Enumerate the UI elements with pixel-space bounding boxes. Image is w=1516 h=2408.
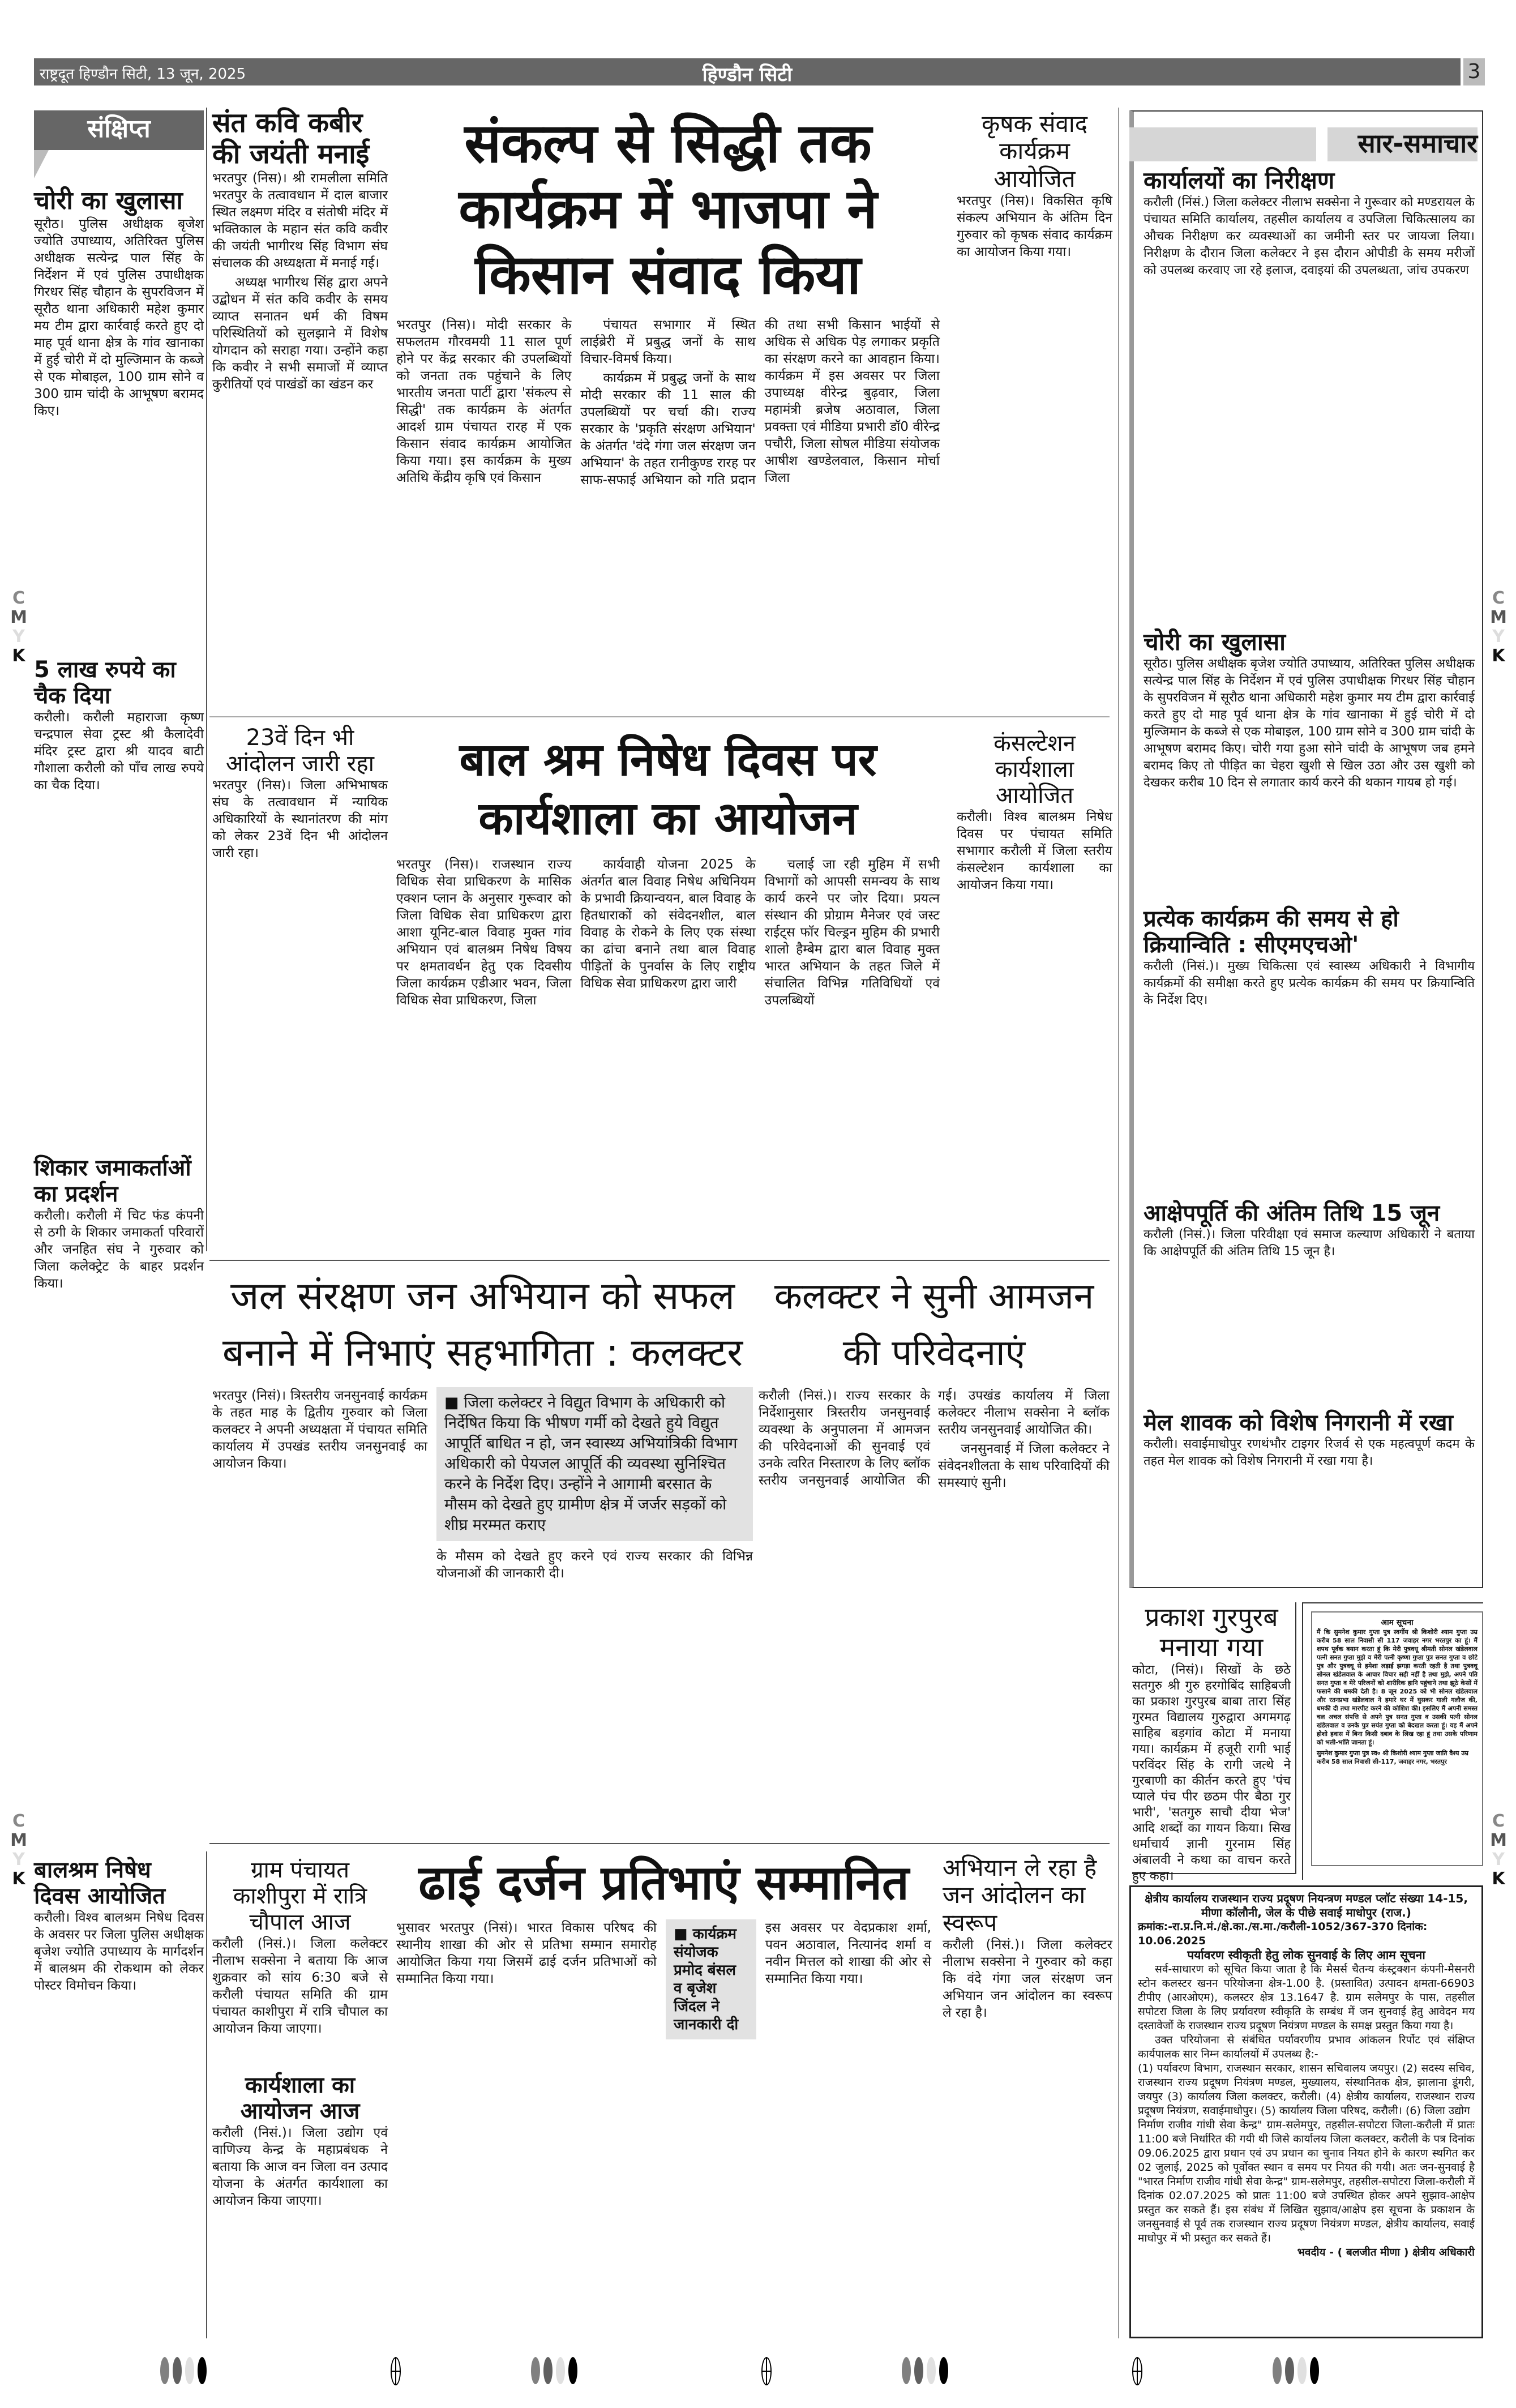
article-jal xyxy=(212,1268,753,1837)
pull-quote xyxy=(666,1919,756,2039)
article-consultation xyxy=(957,730,1112,1254)
color-swatch xyxy=(914,2357,923,2384)
article-body xyxy=(957,193,1112,711)
section-band xyxy=(1129,127,1316,161)
brief-story xyxy=(34,1155,204,1846)
article-title: प्रकाश गुरपुरब मनाया गया xyxy=(1145,1602,1278,1662)
color-swatch-group xyxy=(900,2357,950,2386)
brief-label: संक्षिप्त xyxy=(34,110,204,150)
cmyk-marks-left xyxy=(10,589,27,666)
notice-frame xyxy=(1311,1611,1483,1866)
paragraph: करौली (निसं.)। राज्य सरकार के निर्देशानुसार त्रिस्तरीय जनसुनवाई व्यवस्था के अनुपालना में आमजन की परिवेदनाओं की सुनवाई एवं उनके त्वरित निस्तारण के लिए ब्लॉक स्तरीय जनसुनवाई आयोजित की गई। उपखंड कार्यालय में जिला कलेक्टर नीलाभ सक्सेना ने ब्लॉक स्तरीय जनसुनवाई आयोजित की। xyxy=(759,1388,1110,1488)
article-title: 23वें दिन भी आंदोलन जारी रहा xyxy=(226,725,374,777)
cmyk-m: M xyxy=(1490,608,1507,627)
story-body: करौली (निंसं.) जिला कलेक्टर नीलाभ सक्सेना ने गुरूवार को मण्डरायल के पंचायत समिति कार्यालय, तहसील कार्यालय व उपजिला चिकित्सालय का औचक निरीक्षण कर व्यवस्थाओं का जमीनी स्तर पर जायजा लिया। निरीक्षण के दौरान जिला कलेक्टर ने इस दौरान ओपीडी के समय मरीजों को उपलब्ध करवाए जा रहे इलाज, दवाइयां की उपलब्धता, जांच उपकरण xyxy=(1144,195,1475,278)
article-krishak xyxy=(957,110,1112,711)
paragraph: भरतपुर (निस)। विकसित कृषि संकल्प अभियान के अंतिम दिन गुरुवार को कृषक संवाद कार्यक्रम का आयोजन किया गया। xyxy=(957,193,1112,259)
paragraph: करौली। विश्व बालश्रम निषेध दिवस पर पंचायत समिति सभागार करौली में जिला स्तरीय कंसल्टेशन कार्यशाला का आयोजन किया गया। xyxy=(957,810,1112,892)
row-divider xyxy=(209,1843,1110,1844)
paragraph: भुसावर भरतपुर (निसं)। भारत विकास परिषद की स्थानीय शाखा की ओर से प्रतिभा सम्मान समारोह आयोजित किया गया जिसमें ढाई दर्जन प्रतिभाओं को सम्मानित किया गया। xyxy=(396,1921,657,1986)
paragraph: जनसुनवाई में जिला कलेक्टर ने संवेदनशीलता के साथ परिवादियों की समस्याएं सुनी। xyxy=(938,1442,1110,1490)
brief-story xyxy=(34,1857,204,2338)
lead-body xyxy=(396,316,940,711)
article-andolan xyxy=(212,725,388,1254)
registration-mark-icon xyxy=(761,2357,772,2385)
story-body: सूरौठ। पुलिस अधीक्षक बृजेश ज्योति उपाध्याय, अतिरिक्त पुलिस अधीक्षक सत्येन्द्र पाल सिंह के निर्देशन में एवं पुलिस उपाधीक्षक गिरधर सिंह चौहान के सुपरविजन में सूरौठ थाना अधिकारी महेश कुमार मय टीम द्वारा कार्रवाई करते हुए दो माह पूर्व थाना क्षेत्र के गांव खानाका में हुई चोरी में दो मुल्जिमान के कब्जे से एक मोबाइल, 100 ग्राम सोने व 300 ग्राम चांदी के आभूषण बरामद किए। चोरी गया हुआ सोने चांदी के आभूषण जब हमने बरामद किए तो पीड़ित का चेहरा खुशी से खिल उठा और उस खुशी को देखकर करीब 10 दिन से लगातार कार्य करने की थकान गायब हो गई। xyxy=(1144,657,1475,790)
column-divider xyxy=(206,108,207,1251)
color-swatch xyxy=(927,2357,936,2384)
notice-signoff: भवदीय - ( बलजीत मीणा ) क्षेत्रीय अधिकारी xyxy=(1297,2246,1475,2259)
row-divider xyxy=(209,716,1110,717)
article-body xyxy=(943,1936,1112,2338)
cmyk-y: Y xyxy=(12,627,25,647)
color-swatch-group xyxy=(159,2357,208,2386)
cmyk-m: M xyxy=(10,608,27,627)
paragraph: चलाई जा रही मुहिम में सभी विभागों को आपसी समन्वय के साथ कार्य करने पर जोर दिया। प्रयत्न संस्थान की प्रोग्राम मैनेजर एवं जस्ट राईट्स फॉर चिल्ड्रन मुहिम की प्रभारी शालो हैम्बेम द्वारा बाल विवाह मुक्त भारत अभियान के तहत जिले में संचालित विभिन्न गतिविधियों एवं उपलब्धियों xyxy=(764,857,940,1008)
article-body xyxy=(212,1387,427,1837)
article-abhiyan xyxy=(943,1854,1112,2338)
row-divider xyxy=(209,1260,1110,1261)
paragraph: भरतपुर (निस)। मोदी सरकार के सफलतम गौरवमयी 11 साल पूर्ण होने पर केंद्र सरकार की उपलब्धियों को जनता तक पहुंचाने के लिए भारतीय जनता पार्टी द्वारा 'संकल्प से सिद्धी' तक कार्यक्रम के अंतर्गत आदर्श ग्राम पंचायत रारह में एक किसान संवाद कार्यक्रम आयोजित किया गया। इस कार्यक्रम के मुख्य अतिथि केंद्रीय कृषि एवं किसान xyxy=(396,318,572,485)
story-title: चोरी का खुलासा xyxy=(1144,628,1286,656)
sar-story xyxy=(1144,1410,1475,1580)
notice-title: आम सूचना xyxy=(1381,1618,1414,1627)
article-title: कंसल्टेशन कार्यशाला आयोजित xyxy=(993,730,1076,809)
color-swatch xyxy=(1310,2357,1319,2384)
article-gurupurab xyxy=(1132,1602,1296,1883)
notice-reference: क्रमांक:-रा.प्र.नि.मं./क्षे.का./स.मा./करौली-1052/367-370 दिनांक: 10.06.2025 xyxy=(1138,1921,1428,1947)
notice-body: मैं कि सुमनेश कुमार गुप्ता पुत्र स्वर्गीय श्री किशोरी श्याम गुप्ता उम्र करीब 58 साल निवासी सी 117 जवाहर नगर भरतपुर का हूं। मैं शपथ पूर्वक बयान करता हूं कि मेरी पुत्रवधू श्रीमती सोनल खंडेलवाल पत्नी सनत गुप्ता मुझे व मेरी पत्नी कृष्णा गुप्ता पुत्र सनत गुप्ता व छोटे पुत्र और पुत्रवधू से हमेशा लड़ाई झगड़ा करती रहती है तथा पुत्रवधू सोनल खंडेलवाल के आचार विचार सही नहीं है तथा मुझे, अपने पति सनत गुप्ता व मेरे परिजनों को शारीरिक हानि पहुंचाने तथा झूठे केसों में फसाने की धमकी देती है। 8 जून 2025 को भी सोनल खंडेलवाल और रतनप्रभा खंडेलवाल ने हमारे घर में घुसकर गाली गलौज की, धमकी दी तथा मारपीट करने की कोशिश की। इसलिए मैं अपनी समस्त चल अचल संपत्ति से अपने पुत्र सनत गुप्ता व उसकी पत्नी सोनल खंडेलवाल व उनके पुत्र सयंत गुप्ता को बेदखल करता हूं। यह मैं अपने होशो हवास में बिना किसी दबाव के लिख रहा हूं तथा उसके परिणाम को भली-भांति जानता हूं। xyxy=(1317,1628,1478,1746)
article-balshram xyxy=(396,730,940,1254)
cmyk-marks-left xyxy=(10,1812,27,1889)
story-title: चोरी का खुलासा xyxy=(34,186,183,215)
pull-quote xyxy=(436,1387,753,1541)
cmyk-marks-right xyxy=(1490,1812,1507,1889)
article-lead xyxy=(396,110,940,711)
paragraph: पंचायत सभागार में स्थित लाईब्रेरी में प्रबुद्ध जनों के साथ विचार-विमर्ष किया। xyxy=(580,318,756,366)
article-title: ग्राम पंचायत काशीपुरा में रात्रि चौपाल आज xyxy=(233,1857,367,1935)
color-swatch xyxy=(556,2357,565,2384)
article-body: कोटा, (निसं)। सिखों के छठे सतगुरु श्री गुरु हरगोबिंद साहिबजी का प्रकाश गुरपुरब बाबा तारा सिंह गुरमत विद्यालय गुरुद्वारा अगमगढ़ साहिब बड़गांव कोटा में मनाया गया। कार्यक्रम में हजूरी रागी भाई परविंदर सिंह के रागी जत्थे ने गुरबाणी का कीर्तन करते हुए 'पंच प्याले पंच पीर छठम पीर बैठा गुर भारी', 'सतगुरु साचौ दीया भेज' आदि शब्दों का गायन किया। सिख धर्माचार्य ज्ञानी गुरनाम सिंह अंबालवी ने कथा का वाचन करते हुए कहा। xyxy=(1132,1662,1291,1883)
article-body xyxy=(212,170,388,711)
quote-text: जिला कलेक्टर ने विद्युत विभाग के अधिकारी को निर्देषित किया कि भीषण गर्मी को देखते हुये विद्युत आपूर्ति बाधित न हो, जन स्वास्थ्य अभियांत्रिकी विभाग अधिकारी को पेयजल आपूर्ति की व्यवस्था सुनिश्चित करने के निर्देश दिए। उन्होंने ने आगामी बरसात के मौसम को देखते हुए ग्रामीण क्षेत्र में जर्जर सड़कों को शीघ्र मरम्मत कराए xyxy=(444,1394,738,1534)
story-title: प्रत्येक कार्यक्रम की समय से हो क्रियान्विति : सीएमएचओ' xyxy=(1144,906,1399,958)
column-divider xyxy=(1118,108,1119,2338)
story-title: बालश्रम निषेध दिवस आयोजित xyxy=(34,1857,166,1909)
paragraph: भरतपुर (निस)। श्री रामलीला समिति भरतपुर के तत्वावधान में दाल बाजार स्थित लक्ष्मण मंदिर व संतोषी मंदिर में भक्तिकाल के महान संत कवि कवीर की जयंती भागीरथ सिंह विभाग संघ संचालक की अध्यक्षता में मनाई गई। xyxy=(212,171,388,271)
cmyk-k: K xyxy=(12,646,25,666)
registration-strip xyxy=(0,2357,1516,2385)
cmyk-c: C xyxy=(1492,1811,1505,1831)
article-collector xyxy=(759,1268,1110,1837)
article-body-cont xyxy=(436,1548,753,1837)
date-line: राष्ट्रदूत हिण्डौन सिटी, 13 जून, 2025 xyxy=(40,66,246,83)
page-number: 3 xyxy=(1463,58,1485,85)
color-swatch xyxy=(1297,2357,1307,2384)
cmyk-m: M xyxy=(10,1830,27,1850)
quote-text: कार्यक्रम संयोजक प्रमोद बंसल व बृजेश जिंदल ने जानकारी दी xyxy=(674,1926,739,2033)
article-title: जल संरक्षण जन अभियान को सफल बनाने में निभाएं सहभागिता : कलक्टर xyxy=(222,1274,743,1375)
paragraph: के मौसम को देखते हुए करने एवं राज्य सरकार की विभिन्न योजनाओं की जानकारी दी। xyxy=(436,1549,753,1581)
color-swatch xyxy=(902,2357,911,2384)
cmyk-y: Y xyxy=(1492,627,1505,647)
story-body: करौली (निसं.)। मुख्य चिकित्सा एवं स्वास्थ्य अधिकारी ने विभागीय कार्यक्रमों की समीक्षा करते हुए प्रत्येक कार्यक्रम की समय पर क्रियान्विति के निर्देश दिए। xyxy=(1144,959,1475,1007)
cmyk-k: K xyxy=(1492,1869,1505,1889)
article-pratibha xyxy=(396,1851,931,2338)
color-swatch xyxy=(1285,2357,1294,2384)
quote-bullet-icon: ■ xyxy=(674,1926,693,1943)
color-swatch xyxy=(1273,2357,1282,2384)
color-swatch xyxy=(531,2357,540,2384)
story-body: करौली। सवाईमाधोपुर रणथंभौर टाइगर रिजर्व से एक महत्वपूर्ण कदम के तहत मेल शावक को विशेष निगरानी में रखा गया है। xyxy=(1144,1437,1475,1468)
public-hearing-notice xyxy=(1129,1885,1483,2338)
article-title: कार्यशाला का आयोजन आज xyxy=(240,2072,360,2124)
article-karyashala xyxy=(212,2072,388,2338)
cmyk-y: Y xyxy=(12,1850,25,1870)
sar-story xyxy=(1144,906,1475,1192)
quote-bullet-icon: ■ xyxy=(444,1394,464,1412)
paragraph: भरतपुर (निसं)। त्रिस्तरीय जनसुनवाई कार्यक्रम के तहत माह के द्वितीय गुरुवार को जिला कलक्टर ने अपनी अध्यक्षता में पंचायत समिति कार्यालय में उपखंड स्तरीय जनसुनवाई का आयोजन किया। xyxy=(212,1388,427,1471)
story-title: शिकार जमाकर्ताओं का प्रदर्शन xyxy=(34,1155,191,1207)
brief-label-tail xyxy=(34,150,49,178)
cmyk-c: C xyxy=(12,588,25,608)
story-body: करौली। करौली महाराजा कृष्ण चन्द्रपाल सेवा ट्रस्ट श्री कैलादेवी मंदिर ट्रस्ट द्वारा श्री यादव बाटी गौशाला करौली को पाँच लाख रुपये का चैक दिया। xyxy=(34,710,204,793)
story-body: करौली। विश्व बालश्रम निषेध दिवस के अवसर पर जिला पुलिस अधीक्षक बृजेश ज्योति उपाध्याय के मार्गदर्शन में बालश्रम की रोकथाम को लेकर पोस्टर विमोचन किया। xyxy=(34,1910,204,1993)
article-body xyxy=(957,809,1112,1254)
color-swatch xyxy=(939,2357,948,2384)
color-swatch xyxy=(160,2357,169,2384)
brief-story xyxy=(34,187,204,645)
article-right-column xyxy=(436,1387,753,1837)
section-title: हिण्डौन सिटी xyxy=(702,63,793,86)
article-title: संत कवि कबीर की जयंती मनाई xyxy=(212,107,370,170)
article-body xyxy=(396,1919,657,2338)
color-swatch xyxy=(173,2357,182,2384)
sar-story xyxy=(1144,628,1475,897)
article-title: कृषक संवाद कार्यक्रम आयोजित xyxy=(981,110,1088,193)
notice-para: निर्माण राजीव गांधी सेवा केन्द्र" ग्राम-सलेमपुर, तहसील-सपोटरा जिला-करौली में प्रातः 11:00 बजे निर्धारित की गयी थी जिसे कार्यालय जिला कलक्टर, करौली के पत्र दिनांक 09.06.2025 द्वारा प्रधान एवं उप प्रधान का चुनाव नियत होने के कारण स्थगित कर 02 जुलाई, 2025 को पूर्वोक्त स्थान व समय पर नियत की गयी। अतः जन-सुनवाई है "भारत निर्माण राजीव गांधी सेवा केन्द्र" ग्राम-सलेमपुर, तहसील-सपोटरा जिला-करौली में दिनांक 02.07.2025 को प्रातः 11:00 बजे उपस्थित होकर अपने सुझाव-आक्षेप प्रस्तुत कर सकते हैं। इस संबंध में लिखित सुझाव/आक्षेप इस सूचना के प्रकाशन के जनसुनवाई से पूर्व तक राजस्थान राज्य प्रदूषण नियंत्रण मण्डल, क्षेत्रीय कार्यालय, सवाई माधोपुर में भी प्रस्तुत कर सकते हैं। xyxy=(1138,2119,1475,2244)
color-swatch xyxy=(568,2357,577,2384)
cmyk-y: Y xyxy=(1492,1850,1505,1870)
cmyk-k: K xyxy=(12,1869,25,1889)
story-title: मेल शावक को विशेष निगरानी में रखा xyxy=(1144,1410,1453,1436)
quote-column xyxy=(666,1919,756,2338)
article-body xyxy=(759,1387,1110,1837)
color-swatch xyxy=(543,2357,553,2384)
story-body: करौली। करौली में चिट फंड कंपनी से ठगी के शिकार जमाकर्ता परिवारों और जनहित संघ ने गुरुवार को जिला कलेक्ट्रेट के बाहर प्रदर्शन किया। xyxy=(34,1208,204,1291)
paragraph: कार्यक्रम में प्रबुद्ध जनों के साथ मोदी सरकार की 11 साल की उपलब्धियों पर चर्चा की। राज्य सरकार के 'प्रकृति संरक्षण अभियान' के अंतर्गत 'वंदे गंगा जल संरक्षण जन अभियान' के तहत रानीकुण्ड रारह पर साफ-सफाई अभियान को गति प्रदान की तथा सभी किसान भाईयों से अधिक से अधिक पेड़ लगाकर प्रकृति का संरक्षण करने का आवहान किया। कार्यक्रम में इस अवसर पर जिला उपाध्यक्ष वीरेन्द्र बुढ़वार, जिला महामंत्री ब्रजेष अठावाल, जिला प्रवक्ता एवं मीडिया प्रभारी डॉ0 वीरेन्द्र पचौरी, जिला सोषल मीडिया संयोजक आषीश खण्डेलवाल, किसान मोर्चा जिला xyxy=(580,318,940,487)
paragraph: कार्यवाही योजना 2025 के अंतर्गत बाल विवाह निषेध अधिनियम के प्रभावी क्रियान्वयन, बाल विवाह के हितधाराकों को संवेदनशील, बाल विवाह के रोकने के लिए एक संस्था का ढांचा बनाने तथा बाल विवाह पीड़ितों के पुनर्वास के लिए राष्ट्रीय विधिक सेवा प्राधिकरण द्वारा जारी xyxy=(580,857,756,991)
notice-para: सर्व-साधारण को सूचित किया जाता है कि मैसर्स चैतन्य कंस्ट्रक्शन कंपनी-मैसनरी स्टोन कलस्टर खनन परियोजना क्षेत्र-1.00 है. (प्रस्तावित) उत्पादन क्षमता-66903 टीपीए (आरओएम), कलस्टर क्षेत्र 13.1647 है. ग्राम सलेमपुर के पास, तहसील सपोटरा जिला के लिए प्रर्यावरण स्वीकृति के सम्बंध में जन सुनवाई हेतु आवेदन मय दस्तावेजों के राजस्थान राज्य प्रदूषण नियंत्रण मण्डल के समक्ष प्रस्तुत किया गया है। xyxy=(1138,1963,1475,2032)
brief-story xyxy=(34,657,204,1144)
public-notice-personal xyxy=(1302,1602,1483,1880)
article-body-cont xyxy=(765,1919,931,2338)
paragraph: अध्यक्ष भागीरथ सिंह द्वारा अपने उद्बोधन में संत कवि कवीर के समय व्याप्त सनातन धर्म की विषम परिस्थितियों को सुलझाने में विशेष योगदान को सराहा गया। उन्होंने कहा कि कवीर ने सभी समाजों में व्याप्त कुरीतियों एवं पाखंडों का खंडन कर xyxy=(212,275,388,392)
color-swatch xyxy=(198,2357,207,2384)
lead-headline: संकल्प से सिद्धी तक कार्यक्रम में भाजपा ने किसान संवाद किया xyxy=(459,112,877,306)
sar-story xyxy=(1144,167,1475,620)
sar-story xyxy=(1144,1200,1475,1401)
registration-mark-icon xyxy=(391,2357,401,2385)
article-body xyxy=(212,1935,388,2064)
article-title: अभियान ले रहा है जन आंदोलन का स्वरूप xyxy=(943,1854,1097,1936)
notice-para: (1) पर्यावरण विभाग, राजस्थान सरकार, शासन सचिवालय जयपुर। (2) सदस्य सचिव, राजस्थान राज्य प्रदूषण नियंत्रण मण्डल, मुख्यालय, संस्थानितक क्षेत्र, झालाना डूंगरी, जयपुर (3) कार्यालय जिला कलक्टर, करौली। (4) क्षेत्रीय कार्यालय, राजस्थान राज्य प्रदूषण नियंत्रण, सवाईमाधोपुर। (5) कार्यालय जिला परिषद, करौली। (6) जिला उद्योग xyxy=(1138,2062,1475,2117)
paragraph: करौली (निसं.)। जिला कलेक्टर नीलाभ सक्सेना ने बताया कि आज शुक्रवार को सांय 6:30 बजे से करौली पंचायत समिति की ग्राम पंचायत काशीपुरा में रात्रि चौपाल का आयोजन किया जाएगा। xyxy=(212,1936,388,2036)
article-body xyxy=(396,856,940,1254)
page-header xyxy=(34,58,1461,85)
article-chaupal xyxy=(212,1857,388,2064)
registration-mark-icon xyxy=(1132,2357,1142,2385)
paragraph: इस अवसर पर वेदप्रकाश शर्मा, पवन अठावाल, नित्यानंद शर्मा व नवीन मित्तल को शाखा की ओर से सम्मानित किया गया। xyxy=(765,1921,931,1986)
column-divider xyxy=(206,1851,207,2338)
article-body xyxy=(212,777,388,1254)
notice-title: पर्यावरण स्वीकृती हेतु लोक सुनवाई के लिए आम सूचना xyxy=(1187,1948,1425,1962)
paragraph: भरतपुर (निस)। जिला अभिभाषक संघ के तत्वावधान में न्यायिक अधिकारियों के स्थानांतरण की मांग को लेकर 23वें दिन भी आंदोलन जारी रहा। xyxy=(212,778,388,861)
paragraph: भरतपुर (निस)। राजस्थान राज्य विधिक सेवा प्राधिकरण के मासिक एक्शन प्लान के अनुसार गुरूवार को जिला विधिक सेवा प्राधिकरण द्वारा आशा यूनिट-बाल विवाह मुक्त गांव अभियान एवं बालश्रम निषेध विषय पर क्षमतावर्धन हेतु एक दिवसीय जिला कार्यक्रम एडीआर भवन, जिला विधिक सेवा प्राधिकरण, जिला xyxy=(396,857,572,1008)
color-swatch xyxy=(185,2357,194,2384)
notice-signature: सुमनेश कुमार गुप्ता पुत्र स्व० श्री किशोरी श्याम गुप्ता जाति वैश्य उम्र करीब 58 साल निवासी सी-117, जवाहर नगर, भरतपुर xyxy=(1317,1750,1468,1765)
paragraph: करौली (निसं.)। जिला उद्योग एवं वाणिज्य केन्द्र के महाप्रबंधक ने बताया कि आज वन जिला वन उत्पाद योजना के अंतर्गत कार्यशाला का आयोजन किया जाएगा। xyxy=(212,2125,388,2208)
article-kabir xyxy=(212,108,388,711)
article-title: कलक्टर ने सुनी आमजन की परिवेदनाएं xyxy=(774,1276,1094,1374)
cmyk-marks-right xyxy=(1490,589,1507,666)
notice-office: क्षेत्रीय कार्यालय राजस्थान राज्य प्रदूषण नियन्त्रण मण्डल प्लॉट संख्या 14-15, मीणा कॉलौनी, जेल के पीछे सवाई माधोपुर (राज.) xyxy=(1145,1892,1468,1919)
cmyk-c: C xyxy=(1492,588,1505,608)
cmyk-k: K xyxy=(1492,646,1505,666)
article-title: ढाई दर्जन प्रतिभाएं सम्मानित xyxy=(418,1855,909,1910)
cmyk-c: C xyxy=(12,1811,25,1831)
article-title: बाल श्रम निषेध दिवस पर कार्यशाला का आयोजन xyxy=(459,733,877,845)
article-columns xyxy=(396,1919,931,2338)
story-body: सूरौठ। पुलिस अधीक्षक बृजेश ज्योति उपाध्याय, अतिरिक्त पुलिस अधीक्षक सत्येन्द्र पाल सिंह के निर्देशन में एवं पुलिस उपाधीक्षक गिरधर सिंह चौहान के सुपरविजन में सूरौठ थाना अधिकारी महेश कुमार मय टीम द्वारा कार्रवाई करते हुए दो माह पूर्व थाना क्षेत्र के गांव खानाका में हुई चोरी में दो मुल्जिमान के कब्जे से एक मोबाइल, 100 ग्राम सोने व 300 ग्राम चांदी के आभूषण बरामद किए। xyxy=(34,216,204,418)
paragraph: करौली (निसं.)। जिला कलेक्टर नीलाभ सक्सेना ने गुरुवार को कहा कि वंदे गंगा जल संरक्षण जन अभियान जन आंदोलन का स्वरूप ले रहा है। xyxy=(943,1937,1112,2020)
sar-samachar-label: सार-समाचार xyxy=(1327,127,1478,161)
cmyk-m: M xyxy=(1490,1830,1507,1850)
story-title: कार्यालयों का निरीक्षण xyxy=(1144,166,1335,194)
story-title: आक्षेपपूर्ति की अंतिम तिथि 15 जून xyxy=(1144,1200,1440,1226)
story-body: करौली (निसं.)। जिला परिवीक्षा एवं समाज कल्याण अधिकारी ने बताया कि आक्षेपपूर्ति की अंतिम तिथि 15 जून है। xyxy=(1144,1227,1475,1259)
article-body xyxy=(212,2124,388,2338)
story-title: 5 लाख रुपये का चैक दिया xyxy=(34,657,176,709)
article-columns xyxy=(212,1387,753,1837)
color-swatch-group xyxy=(1271,2357,1321,2386)
color-swatch-group xyxy=(529,2357,579,2386)
notice-para: उक्त परियोजना से संबंधित पर्यावरणीय प्रभाव आंकलन रिर्पोट एवं संक्षिप्त कार्यपालक सार निम्न कार्यालयों में उपलब्ध है:- xyxy=(1138,2034,1475,2060)
